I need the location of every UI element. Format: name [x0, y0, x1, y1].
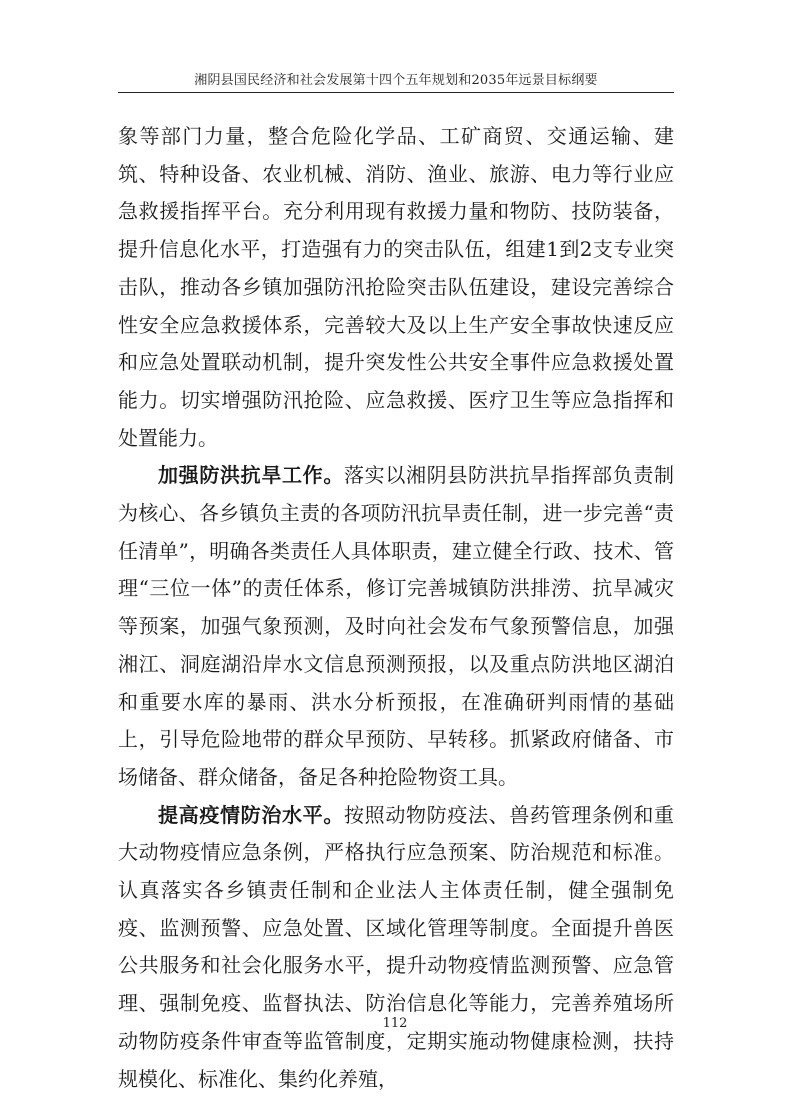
paragraph-continued: [118, 118, 674, 457]
body-text: [118, 118, 674, 1098]
running-header: 湘阴县国民经济和社会发展第十四个五年规划和2035年远景目标纲要: [194, 73, 598, 88]
paragraph-lead-heading: 加强防洪抗旱工作。: [158, 463, 344, 488]
paragraph-epidemic-control: [118, 797, 674, 1099]
paragraph-text: 落实以湘阴县防洪抗旱指挥部负责制为核心、各乡镇负主责的各项防汛抗旱责任制，进一步完善“责任清单”，明确各类责任人具体职责，建立健全行政、技术、管理“三位一体”的责任体系，修订完善城镇防洪排涝、抗旱减灾等预案，加强气象预测，及时向社会发布气象预警信息，加强湘江、洞庭湖沿岸水文信息预测预报，以及重点防洪地区湖泊和重要水库的暴雨、洪水分析预报，在准确研判雨情的基础上，引导危险地带的群众早预防、早转移。抓紧政府储备、市场储备、群众储备，备足各种抢险物资工具。: [118, 463, 674, 789]
header-rule: [118, 92, 674, 93]
paragraph-flood-control: [118, 457, 674, 796]
page-number: 112: [382, 1016, 408, 1031]
paragraph-lead-heading: 提高疫情防治水平。: [158, 802, 344, 827]
paragraph-text: 象等部门力量，整合危险化学品、工矿商贸、交通运输、建筑、特种设备、农业机械、消防、渔业、旅游、电力等行业应急救援指挥平台。充分利用现有救援力量和物防、技防装备，提升信息化水平，打造强有力的突击队伍，组建1到2支专业突击队，推动各乡镇加强防汛抢险突击队伍建设，建设完善综合性安全应急救援体系，完善较大及以上生产安全事故快速反应和应急处置联动机制，提升突发性公共安全事件应急救援处置能力。切实增强防汛抢险、应急救援、医疗卫生等应急指挥和处置能力。: [118, 124, 674, 450]
paragraph-text: 按照动物防疫法、兽药管理条例和重大动物疫情应急条例，严格执行应急预案、防治规范和标准。认真落实各乡镇责任制和企业法人主体责任制，健全强制免疫、监测预警、应急处置、区域化管理等制度。全面提升兽医公共服务和社会化服务水平，提升动物疫情监测预警、应急管理、强制免疫、监督执法、防治信息化等能力，完善养殖场所动物防疫条件审查等监管制度，定期实施动物健康检测，扶持规模化、标准化、集约化养殖，: [118, 802, 674, 1091]
